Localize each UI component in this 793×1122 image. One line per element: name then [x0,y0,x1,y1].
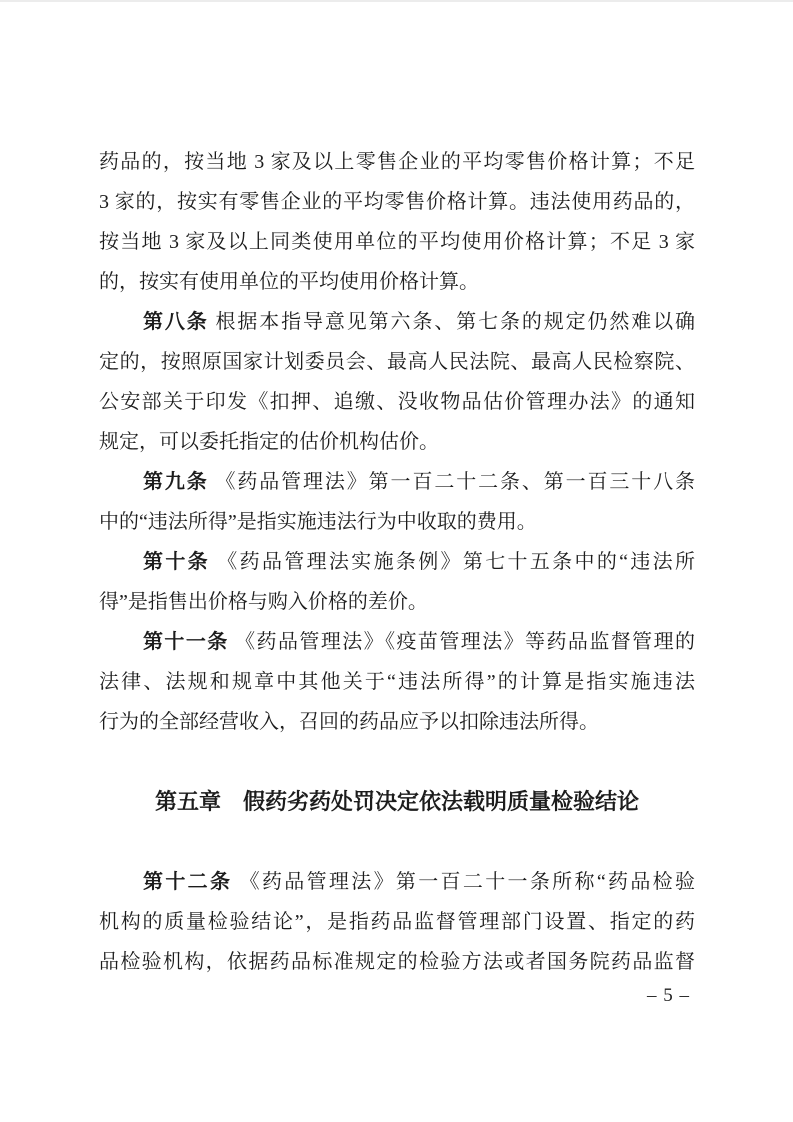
paragraph-article-10 [99,542,695,622]
text-line [99,862,695,902]
text-line: 规定，可以委托指定的估价机构估价。 [99,431,439,453]
article-number: 第十一条 [143,631,229,653]
article-text: 《药品管理法》《疫苗管理法》等药品监督管理的 [228,631,696,653]
article-number: 第九条 [143,471,209,493]
text-line: 公安部关于印发《扣押、追缴、没收物品估价管理办法》的通知 [99,391,695,413]
text-line: 的，按实有使用单位的平均使用价格计算。 [99,271,479,293]
article-number: 第八条 [143,311,209,333]
article-text: 《药品管理法》第一百二十二条、第一百三十八条 [208,471,696,493]
text-line: 得”是指售出价格与购入价格的差价。 [99,591,428,613]
text-line: 药品的，按当地 3 家及以上零售企业的平均零售价格计算；不足 [99,151,695,173]
article-number: 第十条 [143,551,210,573]
blank-line [99,822,695,862]
text-block [99,142,695,982]
blank-line [99,742,695,782]
article-number: 第十二条 [143,871,233,893]
text-line [99,542,695,582]
text-line [99,462,695,502]
chapter-heading: 第五章 假药劣药处罚决定依法载明质量检验结论 [154,789,639,814]
text-line [99,622,695,662]
text-line: 行为的全部经营收入，召回的药品应予以扣除违法所得。 [99,711,599,733]
text-line: 定的，按照原国家计划委员会、最高人民法院、最高人民检察院、 [99,351,695,373]
article-text: 《药品管理法》第一百二十一条所称“药品检验 [232,871,696,893]
article-text: 根据本指导意见第六条、第七条的规定仍然难以确 [208,311,696,333]
paragraph-continuation [99,142,695,302]
text-line: 3 家的，按实有零售企业的平均零售价格计算。违法使用药品的， [99,191,695,213]
text-line: 品检验机构，依据药品标准规定的检验方法或者国务院药品监督 [99,951,695,973]
paragraph-article-11 [99,622,695,742]
text-line: 法律、法规和规章中其他关于“违法所得”的计算是指实施违法 [99,671,695,693]
page-number: – 5 – [647,985,690,1006]
text-line [99,302,695,342]
paragraph-article-8 [99,302,695,462]
text-line: 按当地 3 家及以上同类使用单位的平均使用价格计算；不足 3 家 [99,231,695,253]
text-line: 机构的质量检验结论”，是指药品监督管理部门设置、指定的药 [99,911,695,933]
article-text: 《药品管理法实施条例》第七十五条中的“违法所 [209,551,695,573]
paragraph-article-12 [99,862,695,982]
paragraph-article-9 [99,462,695,542]
text-line: 中的“违法所得”是指实施违法行为中收取的费用。 [99,511,537,533]
